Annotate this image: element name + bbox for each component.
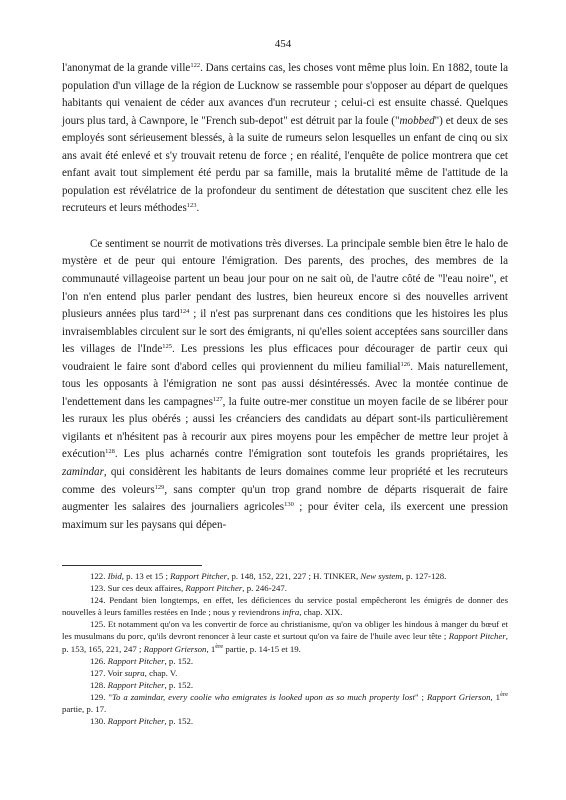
italic-text: To a zamindar, every coolie who emigrates is looked upon as so much property lost (111, 691, 415, 702)
note-reference: 127 (212, 395, 223, 403)
note-reference: ère (215, 642, 224, 650)
footnote: 125. Et notamment qu'on va les convertir de force au christianisme, qu'on va obliger les hindous à manger du bœuf et les musulmans du porc, qu'ils devront renoncer à leur caste et surtout qu'on va faire de l'huile avec leur tête ; Rapport Pitcher, p. 153, 165, 221, 247 ; Rapport Grierson, 1ère partie, p. 14-15 et 19. (62, 619, 508, 654)
footnote: 127. Voir supra, chap. V. (90, 667, 178, 678)
italic-text: infra (282, 607, 300, 618)
italic-text: Rapport Grierson (426, 691, 491, 702)
note-reference: 129 (154, 483, 165, 491)
footnote: 130. Rapport Pitcher, p. 152. (90, 716, 194, 727)
page-number: 454 (274, 38, 292, 50)
footnotes (62, 570, 508, 727)
italic-text: Rapport Pitcher (107, 679, 165, 690)
italic-text: zamindar (62, 466, 104, 479)
note-reference: 123 (186, 202, 197, 210)
note-reference: 130 (284, 501, 294, 509)
footnote: 123. Sur ces deux affaires, Rapport Pitcher, p. 246-247. (90, 583, 288, 594)
italic-text: Rapport Pitcher (170, 571, 228, 581)
footnote: 122. Ibid, p. 13 et 15 ; Rapport Pitcher, p. 148, 152, 221, 227 ; H. TINKER, New system, p. 127-128. (90, 571, 447, 581)
italic-text: Rapport Pitcher (107, 716, 165, 727)
italic-text: Ibid (107, 571, 122, 581)
body-paragraph: l'anonymat de la grande ville$^{122}$. Dans certains cas, les choses vont même plus loin. En 1882, toute la population d'un village de la région de Lucknow se rassemble pour s'opposer au départ de quelques habitants qui venaient de céder aux avances d'un recruteur ; celui-ci est ensuite chassé. Quelques jours plus tard, à Cawnpore, le "French sub-depot" est détruit par la foule ("mobbed") et deux de ses employés sont sérieusement blessés, à la suite de rumeurs selon lesquelles un enfant de cinq ou six ans avait été enlevé et s'y trouvait retenu de force ; en réalité, l'enquête de police montrera que cet enfant avait tout simplement été perdu par sa famille, mais la brutalité même de l'attitude de la population est révélatrice de la profondeur du sentiment de détestation que suscitent chez elle les recruteurs et leurs méthodes$^{123}$. (62, 62, 508, 215)
note-reference: 122 (190, 62, 201, 69)
note-reference: 126 (400, 360, 411, 368)
note-reference: 125 (162, 343, 173, 351)
footnote: 126. Rapport Pitcher, p. 152. (90, 655, 194, 666)
italic-text: supra (124, 667, 145, 678)
note-reference: ère (500, 690, 509, 698)
body-text (62, 60, 508, 534)
note-reference: 124 (179, 308, 190, 316)
italic-text: Rapport Pitcher (448, 631, 506, 642)
italic-text: Rapport Pitcher (185, 583, 243, 594)
footnote-separator (62, 565, 202, 566)
note-reference: 128 (105, 448, 115, 456)
footnote: 124. Pendant bien longtemps, en effet, les déficiences du service postal empêcheront les émigrés de donner des nouvelles à leurs familles restées en Inde ; nous y reviendrons infra, chap. XIX. (62, 595, 508, 618)
italic-text: mobbed (399, 114, 435, 127)
body-paragraph: Ce sentiment se nourrit de motivations très diverses. La principale semble bien être le halo de mystère et de peur qui entoure l'émigration. Des parents, des proches, des membres de la communauté villageoise partent un beau jour pour on ne sait où, de l'autre côté de "l'eau noire", et l'on n'en entend plus parler pendant des lustres, bien heureux encore si des nouvelles arrivent plusieurs années plus tard$^{124}$ ; il n'est pas surprenant dans ces conditions que les histoires les plus invraisemblables circulent sur le sort des émigrants, ni qu'elles soient acceptées sans sourciller dans les villages de l'Inde$^{125}$. Les pressions les plus efficaces pour décourager de partir ceux qui voudraient le faire sont d'abord celles qui proviennent du milieu familial$^{126}$. Mais naturellement, tous les opposants à l'émigration ne sont pas aussi désintéressés. Avec la montée continue de l'endettement dans les campagnes$^{127}$, la fuite outre-mer constitue un moyen facile de se libérer pour les ruraux les plus obérés ; aussi les créanciers des candidats au départ sont-ils particulièrement vigilants et n'hésitent pas à recourir aux pires moyens pour les empêcher de mettre leur projet à exécution$^{128}$. Les plus acharnés contre l'émigration sont toutefois les grands propriétaires, les zamindar, qui considèrent les habitants de leurs domaines comme leur propriété et les recruteurs comme des voleurs$^{129}$, sans compter qu'un trop grand nombre de départs risquerait de faire augmenter les salaires des journaliers agricoles$^{130}$ ; pour éviter cela, ils exercent une pression maximum sur les paysans qui dépen- (62, 237, 508, 531)
italic-text: Rapport Grierson (143, 643, 207, 654)
footnote: 129. "To a zamindar, every coolie who emigrates is looked upon as so much property lost" ; Rapport Grierson, 1ère partie, p. 17. (62, 690, 509, 715)
footnote: 128. Rapport Pitcher, p. 152. (90, 679, 194, 690)
italic-text: New system (360, 571, 402, 581)
italic-text: Rapport Pitcher (107, 655, 165, 666)
